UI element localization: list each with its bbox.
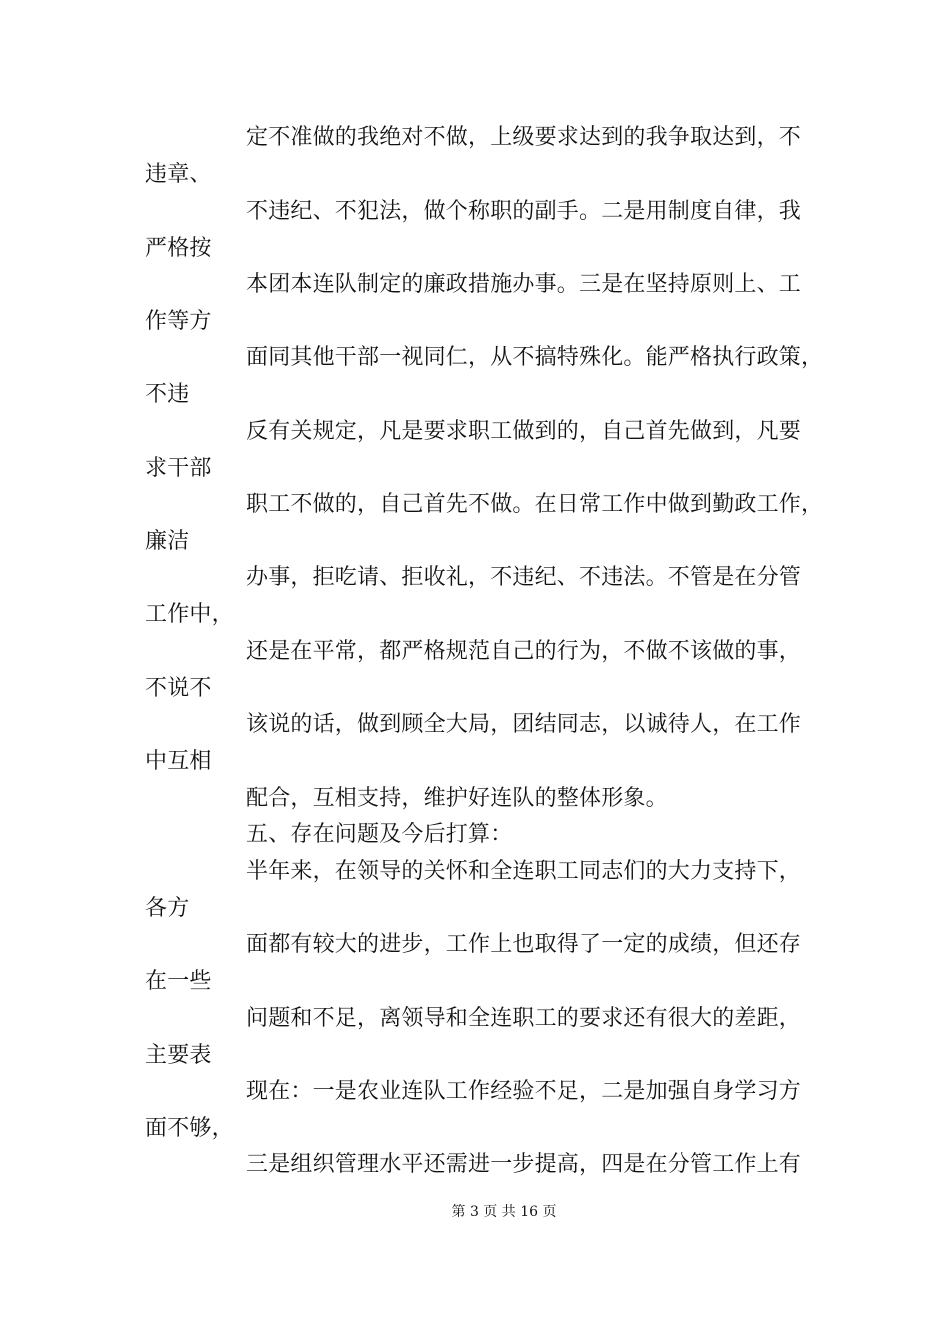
- text-line: 问题和不足，离领导和全连职工的要求还有很大的差距，: [246, 1006, 802, 1031]
- text-line: 违章、: [145, 162, 212, 187]
- text-line: 不违: [145, 382, 190, 407]
- text-line: 工作中，: [145, 602, 234, 627]
- text-line: 各方: [145, 896, 190, 921]
- text-line: 三是组织管理水平还需进一步提高，四是在分管工作上有: [246, 1152, 802, 1177]
- text-line: 定不准做的我绝对不做，上级要求达到的我争取达到，不: [246, 125, 802, 150]
- text-line: 办事，拒吃请、拒收礼，不违纪、不违法。不管是在分管: [246, 565, 802, 590]
- section-heading: 五、存在问题及今后打算：: [246, 822, 513, 847]
- text-line: 半年来，在领导的关怀和全连职工同志们的大力支持下，: [246, 859, 802, 884]
- text-line: 作等方: [145, 309, 212, 334]
- text-line: 面不够，: [145, 1116, 234, 1141]
- text-line: 面同其他干部一视同仁，从不搞特殊化。能严格执行政策，: [246, 345, 824, 370]
- text-line: 不违纪、不犯法，做个称职的副手。二是用制度自律，我: [246, 199, 802, 224]
- text-line: 面都有较大的进步，工作上也取得了一定的成绩，但还存: [246, 932, 802, 957]
- text-line: 求干部: [145, 456, 212, 481]
- text-line: 严格按: [145, 236, 212, 261]
- text-line: 中互相: [145, 749, 212, 774]
- text-line: 职工不做的，自己首先不做。在日常工作中做到勤政工作，: [246, 492, 824, 517]
- text-line: 主要表: [145, 1043, 212, 1068]
- text-line: 在一些: [145, 969, 212, 994]
- text-line: 不说不: [145, 676, 212, 701]
- text-line: 廉洁: [145, 529, 190, 554]
- text-line: 配合，互相支持，维护好连队的整体形象。: [246, 786, 668, 811]
- page-number-footer: 第 3 页 共 16 页: [451, 1204, 557, 1220]
- text-line: 还是在平常，都严格规范自己的行为，不做不该做的事，: [246, 639, 802, 664]
- text-line: 反有关规定，凡是要求职工做到的，自己首先做到，凡要: [246, 419, 802, 444]
- text-line: 该说的话，做到顾全大局，团结同志，以诚待人，在工作: [246, 712, 802, 737]
- text-line: 本团本连队制定的廉政措施办事。三是在坚持原则上、工: [246, 272, 802, 297]
- text-line: 现在：一是农业连队工作经验不足，二是加强自身学习方: [246, 1079, 802, 1104]
